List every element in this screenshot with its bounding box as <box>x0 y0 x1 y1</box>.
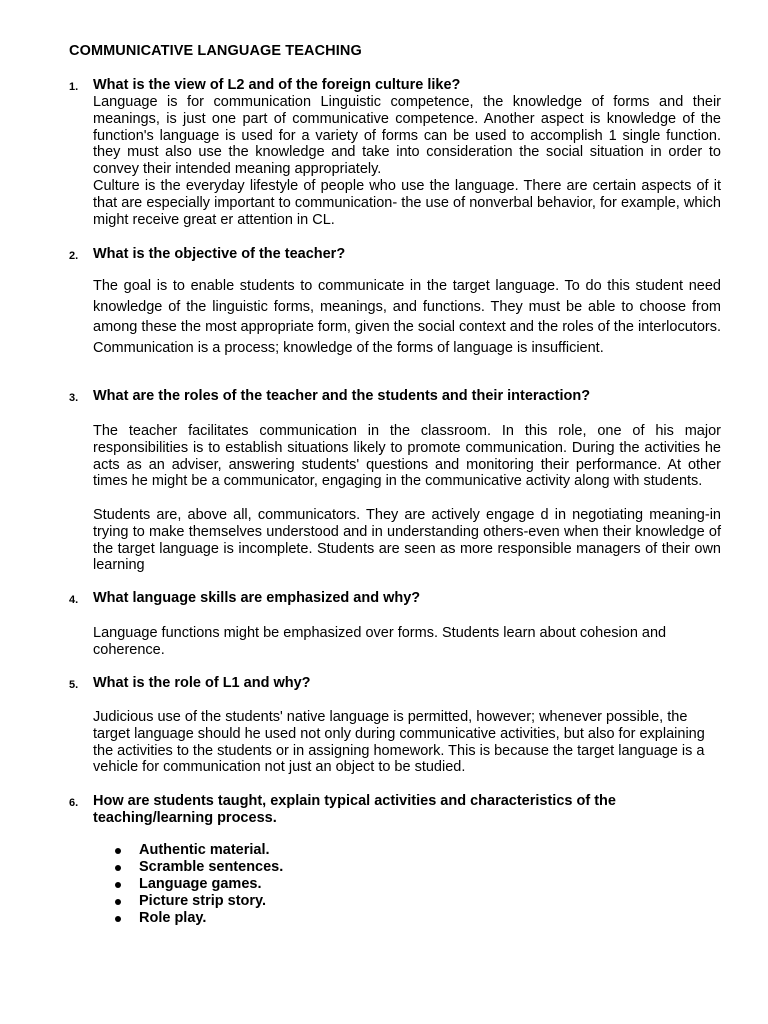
list-item <box>114 842 283 859</box>
list-item-text: Language games. <box>139 876 262 892</box>
answer-paragraph: Language is for communication Linguistic competence, the knowledge of forms and their meanings, is just one part of communicative competence. Another aspect is knowledge of the function's language is used for a variety of forms can be used to accomplish 1 single function. they must also use the knowledge and take into consideration the social situation in order to convey their intended meaning appropriately. <box>93 94 721 178</box>
answer-paragraph: Students are, above all, communicators. They are actively engage d in negotiating meaning-in trying to make themselves understood and in understanding others-even when their knowledge of the target language is incomplete. Students are seen as more responsible managers of their own learning <box>93 507 721 574</box>
activities-list <box>114 842 283 927</box>
list-item-text: Authentic material. <box>139 842 270 858</box>
answer-paragraph: Judicious use of the students' native language is permitted, however; whenever possible, the target language should he used not only during communicative activities, but also for explaining the activities to the students or in assigning homework. This is because the target language is a vehicle for communication not just an object to be studied. <box>93 709 705 776</box>
question-2 <box>69 246 731 263</box>
bullet-icon <box>115 899 121 905</box>
question-text: What is the role of L1 and why? <box>93 675 311 691</box>
bullet-icon <box>115 848 121 854</box>
list-item <box>114 859 283 876</box>
question-text: What is the objective of the teacher? <box>93 246 346 262</box>
answer-paragraph: The teacher facilitates communication in the classroom. In this role, one of his major responsibilities is to establish situations likely to promote communication. During the activities he acts as an adviser, answering students' questions and monitoring their performance. At other times he might be a communicator, engaging in the communicative activity along with students. <box>93 423 721 490</box>
list-item-text: Scramble sentences. <box>139 859 284 875</box>
question-text: How are students taught, explain typical activities and characteristics of the teaching/learning process. <box>93 793 616 826</box>
answer-paragraph: Language functions might be emphasized over forms. Students learn about cohesion and coherence. <box>93 625 667 658</box>
list-item <box>114 910 283 927</box>
list-item <box>114 893 283 910</box>
document-title: COMMUNICATIVE LANGUAGE TEACHING <box>69 43 362 59</box>
answer-paragraph: Culture is the everyday lifestyle of people who use the language. There are certain aspects of it that are especially important to communication- the use of nonverbal behavior, for example, which might receive great er attention in CL. <box>93 178 721 228</box>
question-6 <box>69 793 731 827</box>
bullet-icon <box>115 865 121 871</box>
question-number: 5. <box>69 679 79 691</box>
question-4 <box>69 590 731 607</box>
question-number: 1. <box>69 81 79 93</box>
question-3 <box>69 388 731 405</box>
bullet-icon <box>115 882 121 888</box>
question-text: What are the roles of the teacher and the students and their interaction? <box>93 388 591 404</box>
list-item-text: Picture strip story. <box>139 893 267 909</box>
list-item-text: Role play. <box>139 910 207 926</box>
bullet-icon <box>115 916 121 922</box>
question-number: 6. <box>69 797 79 809</box>
question-text: What language skills are emphasized and why? <box>93 590 421 606</box>
answer-paragraph: The goal is to enable students to communicate in the target language. To do this student need knowledge of the linguistic forms, meanings, and functions. They must be able to choose from among these the most appropriate form, given the social context and the roles of the interlocutors. Communication is a process; knowledge of the forms of language is insufficient. <box>93 278 721 356</box>
question-1 <box>69 77 731 94</box>
question-number: 2. <box>69 250 79 262</box>
question-text: What is the view of L2 and of the foreign culture like? <box>93 77 461 93</box>
list-item <box>114 876 283 893</box>
question-5 <box>69 675 731 692</box>
question-number: 3. <box>69 392 79 404</box>
question-number: 4. <box>69 594 79 606</box>
